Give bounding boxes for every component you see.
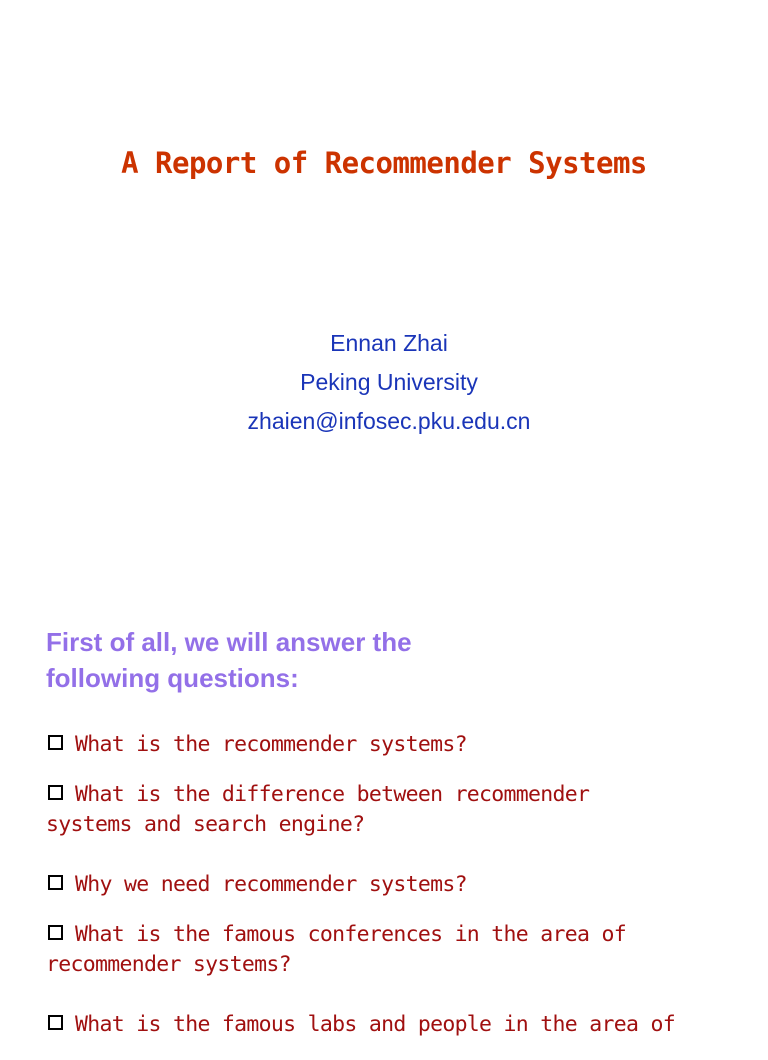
question-text: Why we need recommender systems? [75, 872, 467, 897]
question-item [46, 870, 746, 900]
hollow-square-bullet-icon [48, 735, 63, 750]
hollow-square-bullet-icon [48, 925, 63, 940]
question-item [46, 730, 746, 760]
question-text: What is the famous conferences in the area of [75, 922, 626, 947]
question-text: What is the recommender systems? [75, 732, 467, 757]
intro-line-1: First of all, we will answer the [46, 627, 412, 657]
author-name: Ennan Zhai [330, 330, 448, 356]
question-item [46, 1010, 746, 1040]
document-title: A Report of Recommender Systems [121, 146, 647, 180]
hollow-square-bullet-icon [48, 1015, 63, 1030]
question-text-continued: systems and search engine? [46, 812, 365, 837]
hollow-square-bullet-icon [48, 875, 63, 890]
author-affiliation: Peking University [300, 369, 478, 395]
question-list [46, 730, 746, 1060]
intro-heading [46, 624, 726, 696]
intro-line-2: following questions: [46, 663, 299, 693]
question-text-continued: recommender systems? [46, 952, 291, 977]
author-email: zhaien@infosec.pku.edu.cn [247, 408, 531, 434]
question-text: What is the difference between recommender [75, 782, 590, 807]
author-block [0, 324, 768, 441]
question-item [46, 920, 746, 980]
question-item [46, 780, 746, 840]
hollow-square-bullet-icon [48, 785, 63, 800]
question-text: What is the famous labs and people in the area of [75, 1012, 675, 1037]
